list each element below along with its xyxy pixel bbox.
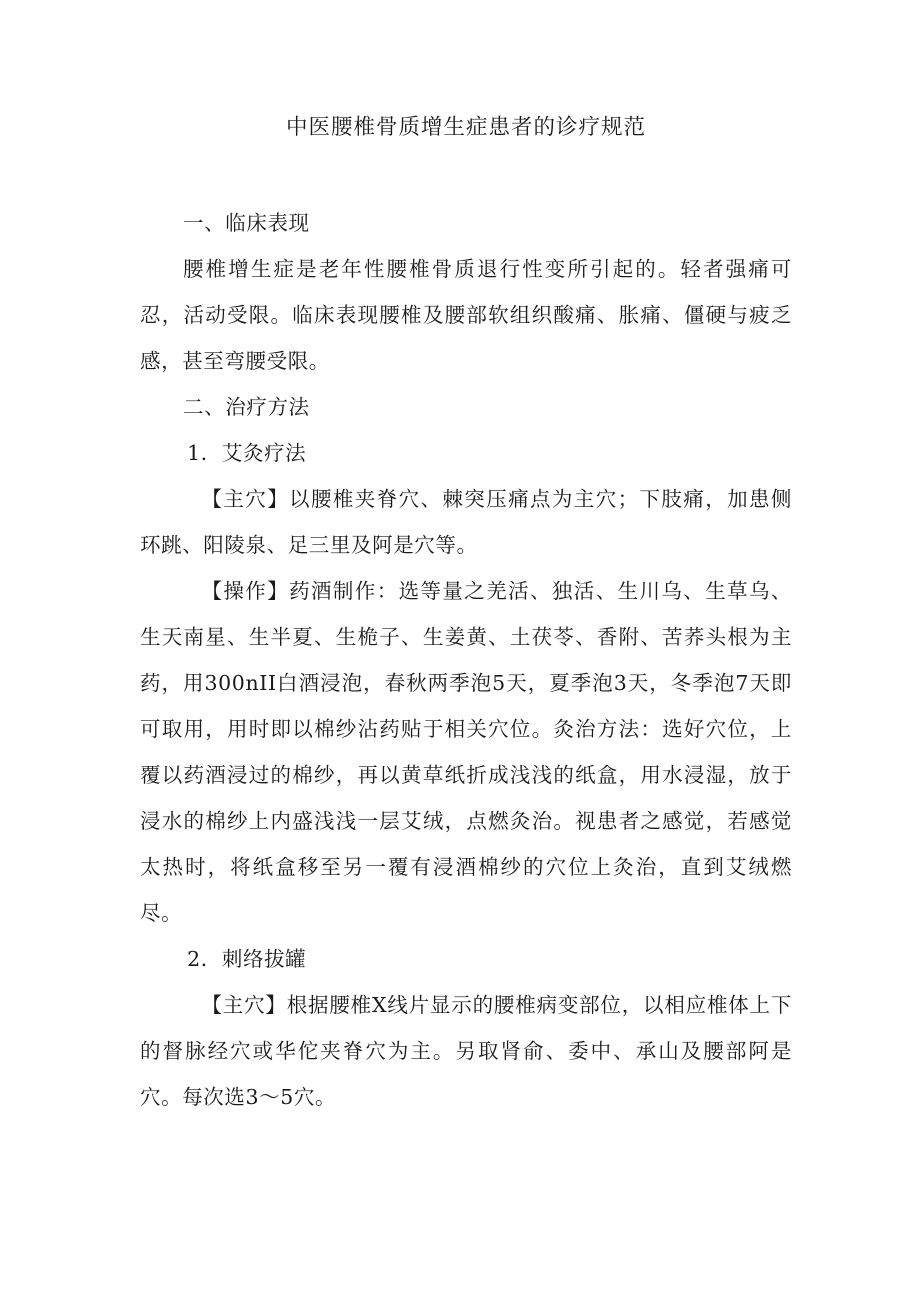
paragraph-clinical: 腰椎增生症是老年性腰椎骨质退行性变所引起的。轻者强痛可忍，活动受限。临床表现腰椎及腰部软组织酸痛、胀痛、僵硬与疲乏感，甚至弯腰受限。 xyxy=(140,257,792,373)
paragraph-moxibustion-operation: 【操作】药酒制作：选等量之羌活、独活、生川乌、生草乌、生天南星、生半夏、生桅子、生姜黄、土茯苓、香附、苦荞头根为主药，用300nII白酒浸泡，春秋两季泡5天，夏季泡3天，冬季泡7天即可取用，用时即以棉纱沾药贴于相关穴位。灸治方法：选好穴位，上覆以药酒浸过的棉纱，再以黄草纸折成浅浅的纸盒，用水浸湿，放于浸水的棉纱上内盛浅浅一层艾绒，点燃灸治。视患者之感觉，若感觉太热时，将纸盒移至另一覆有浸酒棉纱的穴位上灸治，直到艾绒燃尽。 xyxy=(140,579,792,925)
subheading-moxibustion: 1．艾灸疗法 xyxy=(187,441,307,465)
paragraph-cupping-points: 【主穴】根据腰椎X线片显示的腰椎病变部位，以相应椎体上下的督脉经穴或华佗夹脊穴为主。另取肾俞、委中、承山及腰部阿是穴。每次选3～5穴。 xyxy=(140,993,792,1109)
subheading-cupping: 2．刺络拔罐 xyxy=(187,947,307,971)
section-heading-treatment: 二、治疗方法 xyxy=(183,395,310,419)
document-body xyxy=(140,200,792,1120)
paragraph-moxibustion-points: 【主穴】以腰椎夹脊穴、棘突压痛点为主穴；下肢痛，加患侧环跳、阳陵泉、足三里及阿是穴等。 xyxy=(140,487,792,557)
section-heading-clinical: 一、临床表现 xyxy=(183,211,310,235)
document-title: 中医腰椎骨质增生症患者的诊疗规范 xyxy=(285,115,646,140)
